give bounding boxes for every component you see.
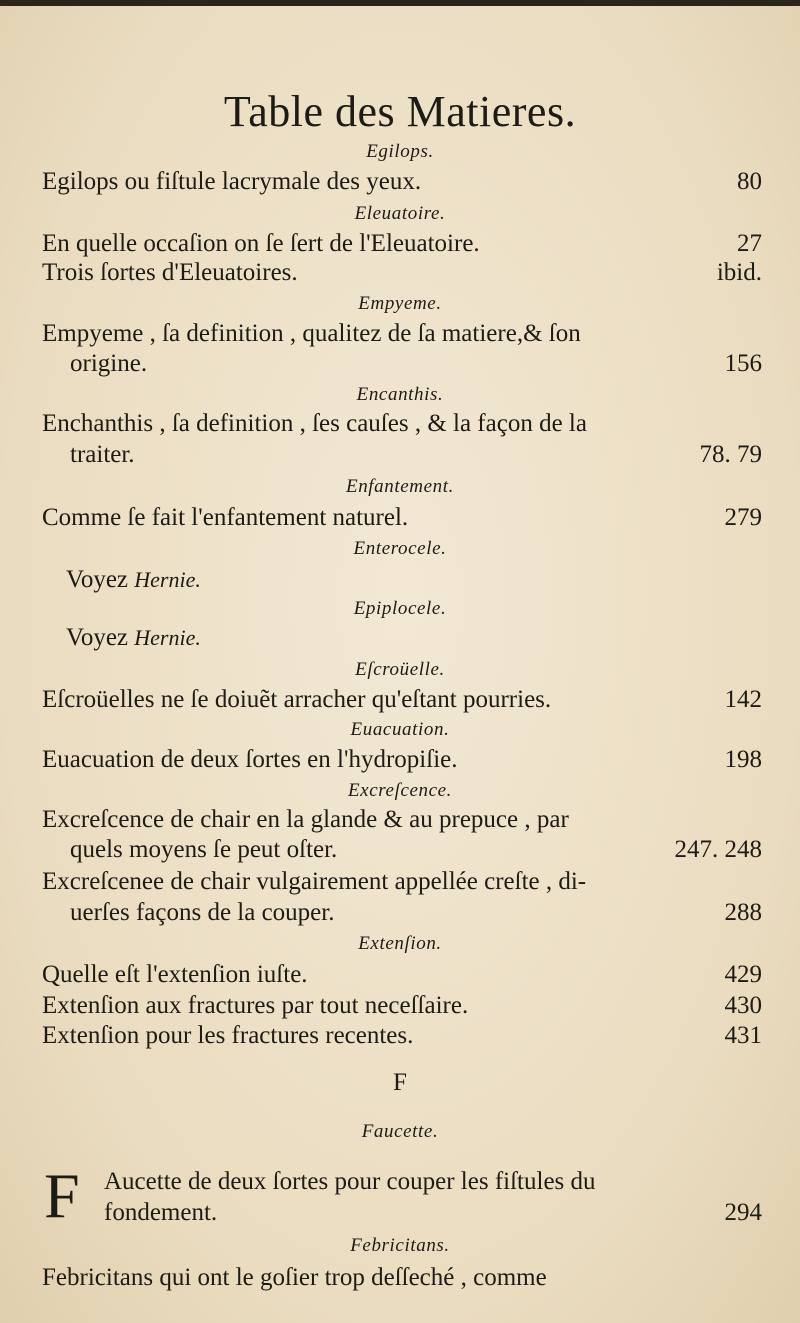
entry-text: Comme ſe fait l'enfantement naturel. (42, 504, 409, 531)
entry-text: Quelle eſt l'extenſion iuſte. (42, 961, 308, 988)
entry-page: 279 (724, 504, 762, 531)
entry-text: Febricitans qui ont le goſier trop deſſeché , comme (42, 1264, 547, 1291)
entry-heading-escrouelle: Eſcroüelle. (355, 659, 445, 680)
entry-heading-febricitans: Febricitans. (350, 1235, 450, 1256)
entry-page: 429 (724, 961, 762, 988)
entry-text: Egilops ou fiſtule lacrymale des yeux. (42, 168, 422, 195)
voyez-label: Voyez (66, 624, 129, 651)
entry-heading-faucette: Faucette. (361, 1121, 439, 1142)
entry-page: 78. 79 (699, 441, 762, 468)
page-title: Table des Matieres. (223, 87, 577, 136)
entry-heading-extension: Extenſion. (358, 933, 442, 954)
entry-text: traiter. (70, 441, 135, 468)
drop-cap: F (44, 1160, 80, 1231)
section-letter: F (393, 1069, 407, 1096)
reference-target: Hernie. (134, 625, 201, 650)
entry-page: 156 (724, 350, 762, 377)
entry-heading-enfantement: Enfantement. (346, 476, 454, 497)
entry-text: Eſcroüelles ne ſe doiuẽt arracher qu'eſtant pourries. (42, 686, 552, 713)
entry-page: 142 (724, 686, 762, 713)
entry-heading-encanthis: Encanthis. (356, 384, 444, 405)
entry-page: 198 (724, 746, 762, 773)
entry-text: Excreſcence de chair en la glande & au prepuce , par (42, 806, 569, 833)
cross-reference (66, 566, 201, 594)
entry-heading-egilops: Egilops. (366, 141, 434, 162)
entry-page: 288 (724, 899, 762, 926)
entry-heading-empyeme: Empyeme. (358, 293, 442, 314)
entry-text: Aucette de deux ſortes pour couper les fiſtules du (104, 1168, 596, 1195)
entry-text: uerſes façons de la couper. (70, 899, 335, 926)
entry-page: 294 (724, 1199, 762, 1226)
entry-text: Extenſion aux fractures par tout neceſſaire. (42, 992, 469, 1019)
entry-heading-eleuatoire: Eleuatoire. (354, 203, 446, 224)
entry-text: Enchanthis , ſa definition , ſes cauſes , & la façon de la (42, 410, 587, 437)
entry-text: origine. (70, 350, 148, 377)
entry-text: quels moyens ſe peut oſter. (70, 836, 338, 863)
entry-heading-epiplocele: Epiplocele. (353, 598, 447, 619)
entry-page: 80 (737, 168, 762, 195)
entry-heading-excrescence: Excreſcence. (347, 780, 453, 801)
entry-text: Extenſion pour les fractures recentes. (42, 1022, 414, 1049)
index-entry (104, 1168, 762, 1196)
entry-page: 27 (737, 230, 762, 257)
cross-reference (66, 624, 201, 652)
entry-page: ibid. (716, 259, 762, 286)
entry-page: 247. 248 (674, 836, 762, 863)
entry-text: Excreſcenee de chair vulgairement appellée creſte , di- (42, 868, 587, 895)
entry-text: Euacuation de deux ſortes en l'hydropiſie. (42, 746, 458, 773)
entry-text: Trois ſortes d'Eleuatoires. (42, 259, 298, 286)
entry-text: Empyeme , ſa definition , qualitez de ſa matiere,& ſon (42, 320, 581, 347)
entry-heading-euacuation: Euacuation. (350, 719, 450, 740)
entry-heading-enterocele: Enterocele. (353, 538, 447, 559)
reference-target: Hernie. (134, 567, 201, 592)
entry-page: 431 (724, 1022, 762, 1049)
entry-text: fondement. (104, 1199, 218, 1226)
entry-page: 430 (724, 992, 762, 1019)
entry-text: En quelle occaſion on ſe ſert de l'Eleuatoire. (42, 230, 480, 257)
voyez-label: Voyez (66, 566, 129, 593)
